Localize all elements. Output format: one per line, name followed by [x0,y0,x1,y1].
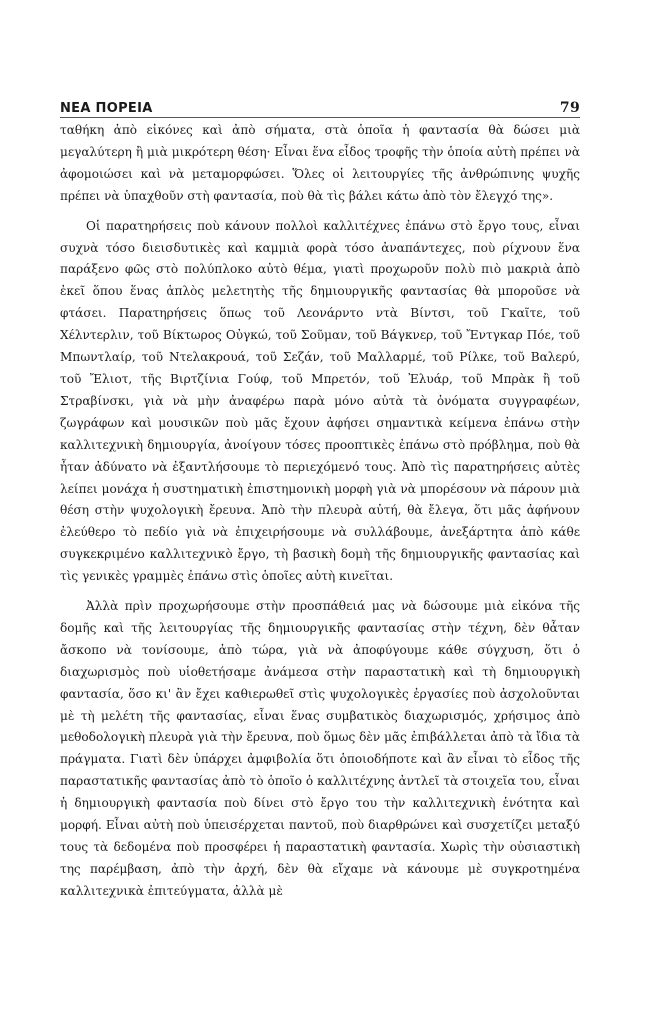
paragraph-creative-imagination: Ἀλλὰ πρὶν προχωρήσουμε στὴν προσπάθειά μας νὰ δώσουμε μιὰ εἰκόνα τῆς δομῆς καὶ τῆς λειτουργίας τῆς δημιουργικῆς φαντασίας στὴν τέχνη, δὲν θἆταν ἄσκοπο νὰ τονίσουμε, ἀπὸ τώρα, γιὰ νὰ ἀποφύγουμε κάθε σύγχυση, ὅτι ὁ διαχωρισμὸς ποὺ υἱοθετήσαμε ἀνάμεσα στὴν παραστατικὴ καὶ τὴ δημιουργικὴ φαντασία, ὅσο κι' ἂν ἔχει καθιερωθεῖ στὶς ψυχολογικὲς ἐργασίες ποὺ ἀσχολοῦνται μὲ τὴ μελέτη τῆς φαντασίας, εἶναι ἕνας συμβατικὸς διαχωρισμός, χρήσιμος ἀπὸ μεθοδολογικὴ πλευρὰ γιὰ τὴν ἔρευνα, ποὺ ὅμως δὲν μᾶς ἐπιβάλλεται ἀπὸ τὰ ἴδια τὰ πράγματα. Γιατὶ δὲν ὑπάρχει ἀμφιβολία ὅτι ὁποιοδήποτε καὶ ἂν εἶναι τὸ εἶδος τῆς παραστατικῆς φαντασίας ἀπὸ τὸ ὁποῖο ὁ καλλιτέχνης ἀντλεῖ τὰ στοιχεῖα του, εἶναι ἡ δημιουργικὴ φαντασία ποὺ δίνει στὸ ἔργο του τὴν καλλιτεχνικὴ ἑνότητα καὶ μορφή. Εἶναι αὐτὴ ποὺ ὑπεισέρχεται παντοῦ, ποὺ διαρθρώνει καὶ συσχετίζει μεταξύ τους τὰ δεδομένα ποὺ προσφέρει ἡ παραστατικὴ φαντασία. Χωρὶς τὴν οὐσιαστικὴ της παρέμβαση, ἀπὸ τὴν ἀρχή, δὲν θὰ εἴχαμε νὰ κάνουμε μὲ συγκροτημένα καλλιτεχνικὰ ἐπιτεύγματα, ἀλλὰ μὲ [60,599,580,898]
journal-title: ΝΕΑ ΠΟΡΕΙΑ [60,101,153,116]
book-page [60,96,580,903]
running-head [60,96,580,118]
body-text [60,120,580,903]
paragraph-artists-observations: Οἱ παρατηρήσεις ποὺ κάνουν πολλοὶ καλλιτέχνες ἐπάνω στὸ ἔργο τους, εἶναι συχνὰ τόσο διεισδυτικὲς καὶ καμμιὰ φορὰ τόσο ἀναπάντεχες, ποὺ ρίχνουν ἕνα παράξενο φῶς στὸ πολύπλοκο αὐτὸ θέμα, γιατὶ προχωροῦν πολὺ πιὸ μακριὰ ἀπὸ ἐκεῖ ὅπου ἕνας ἁπλὸς μελετητὴς τῆς δημιουργικῆς φαντασίας θὰ μποροῦσε νὰ φτάσει. Παρατηρήσεις ὅπως τοῦ Λεονάρντο ντὰ Βίντσι, τοῦ Γκαῖτε, τοῦ Χέλντερλιν, τοῦ Βίκτωρος Οὐγκώ, τοῦ Σοῦμαν, τοῦ Βάγκνερ, τοῦ Ἔντγκαρ Πόε, τοῦ Μπωντλαίρ, τοῦ Ντελακρουά, τοῦ Σεζάν, τοῦ Μαλλαρμέ, τοῦ Ρίλκε, τοῦ Βαλερύ, τοῦ Ἔλιοτ, τῆς Βιρτζίνια Γούφ, τοῦ Μπρετόν, τοῦ Ἐλυάρ, τοῦ Μπρὰκ ἢ τοῦ Στραβίνσκι, γιὰ νὰ μὴν ἀναφέρω παρὰ μόνο αὐτὰ τὰ ὀνόματα συγγραφέων, ζωγράφων καὶ μουσικῶν ποὺ μᾶς ἔχουν ἀφήσει σημαντικὰ κείμενα ἐπάνω στὴν καλλιτεχνικὴ δημιουργία, ἀνοίγουν τόσες προοπτικὲς ἐπάνω στὸ πρόβλημα, ποὺ θὰ ἦταν ἀδύνατο νὰ ἐξαντλήσουμε τὸ περιεχόμενό τους. Ἀπὸ τὶς παρατηρήσεις αὐτὲς λείπει μονάχα ἡ συστηματικὴ ἐπιστημονικὴ μορφὴ γιὰ νὰ μπορέσουν νὰ πάρουν μιὰ θέση στὴν ψυχολογικὴ ἔρευνα. Ἀπὸ τὴν πλευρὰ αὐτή, θὰ ἔλεγα, ὅτι μᾶς ἀφήνουν ἐλεύθερο τὸ πεδίο γιὰ νὰ ἐπιχειρήσουμε νὰ συλλάβουμε, ἀνεξάρτητα ἀπὸ κάθε συγκεκριμένο καλλιτεχνικὸ ἔργο, τὴ βασικὴ δομὴ τῆς δημιουργικῆς φαντασίας καὶ τὶς γενικὲς γραμμὲς ἐπάνω στὶς ὁποῖες αὐτὴ κινεῖται. [60,218,580,584]
paragraph-continued: ταθήκη ἀπὸ εἰκόνες καὶ ἀπὸ σήματα, στὰ ὁποῖα ἡ φαντασία θὰ δώσει μιὰ μεγαλύτερη ἢ μιὰ μικρότερη θέση· Εἶναι ἕνα εἶδος τροφῆς τὴν ὁποία αὐτὴ πρέπει νὰ ἀφομοιώσει καὶ νὰ μεταμορφώσει. Ὅλες οἱ λειτουργίες τῆς ἀνθρώπινης ψυχῆς πρέπει νὰ ὑπαχθοῦν στὴ φαντασία, ποὺ θὰ τὶς βάλει κάτω ἀπὸ τὸν ἔλεγχό της». [60,123,580,203]
page-number: 79 [559,100,580,116]
